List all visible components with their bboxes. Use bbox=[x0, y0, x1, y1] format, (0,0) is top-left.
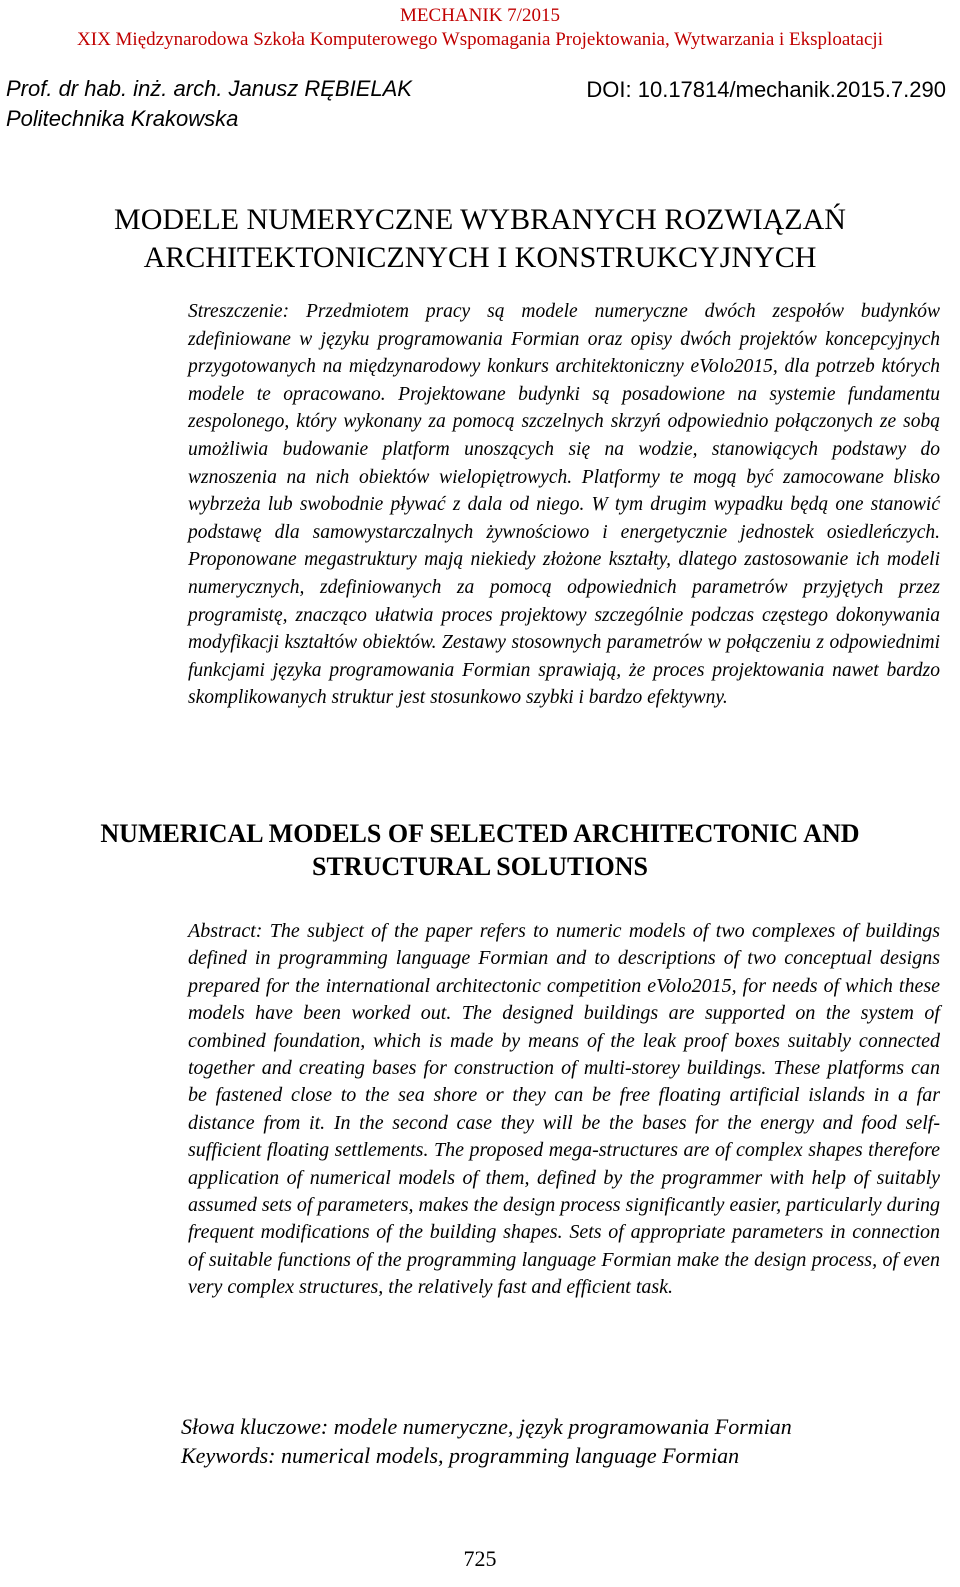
paper-title-english: NUMERICAL MODELS OF SELECTED ARCHITECTONIC AND STRUCTURAL SOLUTIONS bbox=[100, 819, 860, 881]
keywords-polish: Słowa kluczowe: modele numeryczne, język programowania Formian bbox=[181, 1414, 792, 1439]
doi: DOI: 10.17814/mechanik.2015.7.290 bbox=[586, 77, 946, 102]
journal-issue: MECHANIK 7/2015 bbox=[400, 5, 560, 26]
paper-title-polish: MODELE NUMERYCZNE WYBRANYCH ROZWIĄZAŃ ARCHITEKTONICZNYCH I KONSTRUKCYJNYCH bbox=[114, 203, 846, 274]
author-name: Prof. dr hab. inż. arch. Janusz RĘBIELAK bbox=[6, 76, 412, 101]
author-block bbox=[6, 74, 412, 134]
conference-name: XIX Międzynarodowa Szkoła Komputerowego Wspomagania Projektowania, Wytwarzania i Eksploatacji bbox=[77, 29, 883, 50]
page-number: 725 bbox=[463, 1546, 497, 1571]
journal-header bbox=[0, 4, 960, 52]
abstract-english: Abstract: The subject of the paper refers to numeric models of two complexes of buildings defined in programming language Formian and to descriptions of two conceptual designs prepared for the international architectonic competition eVolo2015, for needs of which these models have been worked out. The designed buildings are supported on the system of combined foundation, which is made by means of the leak proof boxes suitably connected together and creating bases for construction of multi-storey buildings. These platforms can be fastened close to the sea shore or they can be free floating artificial islands in a far distance from it. In the second case they will be the bases for the energy and food self-sufficient floating settlements. The proposed mega-structures are of complex shapes therefore application of numerical models of them, defined by the programmer with help of suitably assumed sets of parameters, makes the design process significantly easier, particularly during frequent modifications of the building shapes. Sets of appropriate parameters in connection of suitable functions of the programming language Formian make the design process, of even very complex structures, the relatively fast and efficient task. bbox=[188, 920, 940, 1299]
abstract-polish: Streszczenie: Przedmiotem pracy są modele numeryczne dwóch zespołów budynków zdefiniowane w języku programowania Formian oraz opisy dwóch projektów koncepcyjnych przygotowanych na międzynarodowy konkurs architektoniczny eVolo2015, dla potrzeb których modele te opracowano. Projektowane budynki są posadowione na systemie fundamentu zespolonego, który wykonany za pomocą szczelnych skrzyń odpowiednio połączonych ze sobą umożliwia budowanie platform unoszących się na wodzie, stanowiących podstawy do wznoszenia na nich obiektów wielopiętrowych. Platformy te mogą być zamocowane blisko wybrzeża lub swobodnie pływać z dala od niego. W tym drugim wypadku będą one stanowić podstawę dla samowystarczalnych żywnościowo i energetycznie jednostek osiedleńczych. Proponowane megastruktury mają niekiedy złożone kształty, dlatego zastosowanie ich modeli numerycznych, zdefiniowanych za pomocą odpowiednich parametrów przyjętych przez programistę, znacząco ułatwia proces projektowy szczególnie podczas częstego dokonywania modyfikacji kształtów obiektów. Zestawy stosownych parametrów w połączeniu z odpowiednimi funkcjami języka programowania Formian sprawiają, że proces projektowania nawet bardzo skomplikowanych struktur jest stosunkowo szybki i bardzo efektywny. bbox=[188, 301, 940, 709]
keywords-english: Keywords: numerical models, programming language Formian bbox=[181, 1443, 740, 1468]
author-affiliation: Politechnika Krakowska bbox=[6, 106, 239, 131]
